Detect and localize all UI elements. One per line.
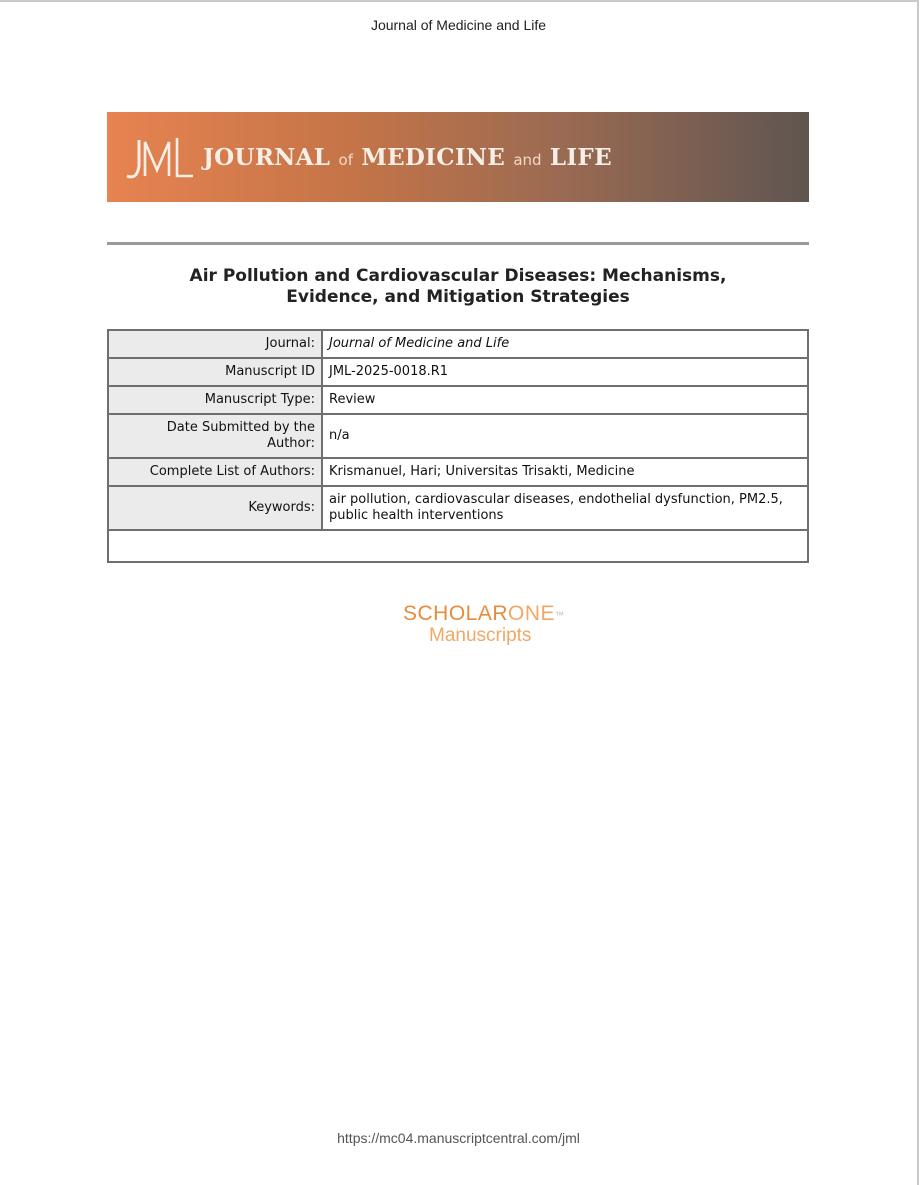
table-row — [108, 330, 808, 358]
banner-title-and: and — [513, 151, 542, 169]
metadata-value-date-submitted: n/a — [322, 414, 808, 458]
banner-title-of: of — [338, 151, 354, 169]
table-row — [108, 386, 808, 414]
divider-rule — [107, 242, 809, 245]
metadata-label-manuscript-id: Manuscript ID — [108, 358, 322, 386]
scholarone-logo — [403, 603, 603, 647]
metadata-value-authors: Krismanuel, Hari; Universitas Trisakti, Medicine — [322, 458, 808, 486]
jml-logo-icon — [123, 136, 195, 180]
table-row — [108, 414, 808, 458]
banner-title — [203, 144, 612, 171]
table-row — [108, 458, 808, 486]
scholarone-product: Manuscripts — [429, 625, 532, 646]
scholarone-brand — [403, 603, 603, 625]
article-title — [107, 266, 809, 308]
running-header: Journal of Medicine and Life — [370, 17, 547, 33]
metadata-label-date-submitted: Date Submitted by the Author: — [108, 414, 322, 458]
scholarone-brand-part1: SCHOLAR — [403, 602, 509, 625]
metadata-value-journal: Journal of Medicine and Life — [322, 330, 808, 358]
scholarone-brand-part2: ONE — [508, 602, 556, 625]
manuscript-metadata-table — [107, 329, 809, 563]
table-row — [108, 486, 808, 530]
empty-cell — [108, 530, 808, 562]
metadata-label-authors: Complete List of Authors: — [108, 458, 322, 486]
metadata-value-manuscript-id: JML-2025-0018.R1 — [322, 358, 808, 386]
banner-title-life: LIFE — [549, 144, 612, 171]
banner-title-medicine: MEDICINE — [361, 144, 506, 171]
metadata-value-keywords: air pollution, cardiovascular diseases, endothelial dysfunction, PM2.5, public health interventions — [322, 486, 808, 530]
metadata-value-manuscript-type: Review — [322, 386, 808, 414]
table-row — [108, 358, 808, 386]
metadata-label-keywords: Keywords: — [108, 486, 322, 530]
footer-url[interactable]: https://mc04.manuscriptcentral.com/jml — [337, 1130, 580, 1146]
article-title-line1: Air Pollution and Cardiovascular Diseases: Mechanisms, — [189, 266, 727, 286]
table-row-empty — [108, 530, 808, 562]
article-title-line2: Evidence, and Mitigation Strategies — [286, 287, 630, 307]
banner-title-journal: JOURNAL — [203, 144, 331, 171]
metadata-label-journal: Journal: — [108, 330, 322, 358]
journal-banner — [107, 112, 809, 202]
trademark-symbol: ™ — [555, 610, 565, 620]
metadata-label-manuscript-type: Manuscript Type: — [108, 386, 322, 414]
